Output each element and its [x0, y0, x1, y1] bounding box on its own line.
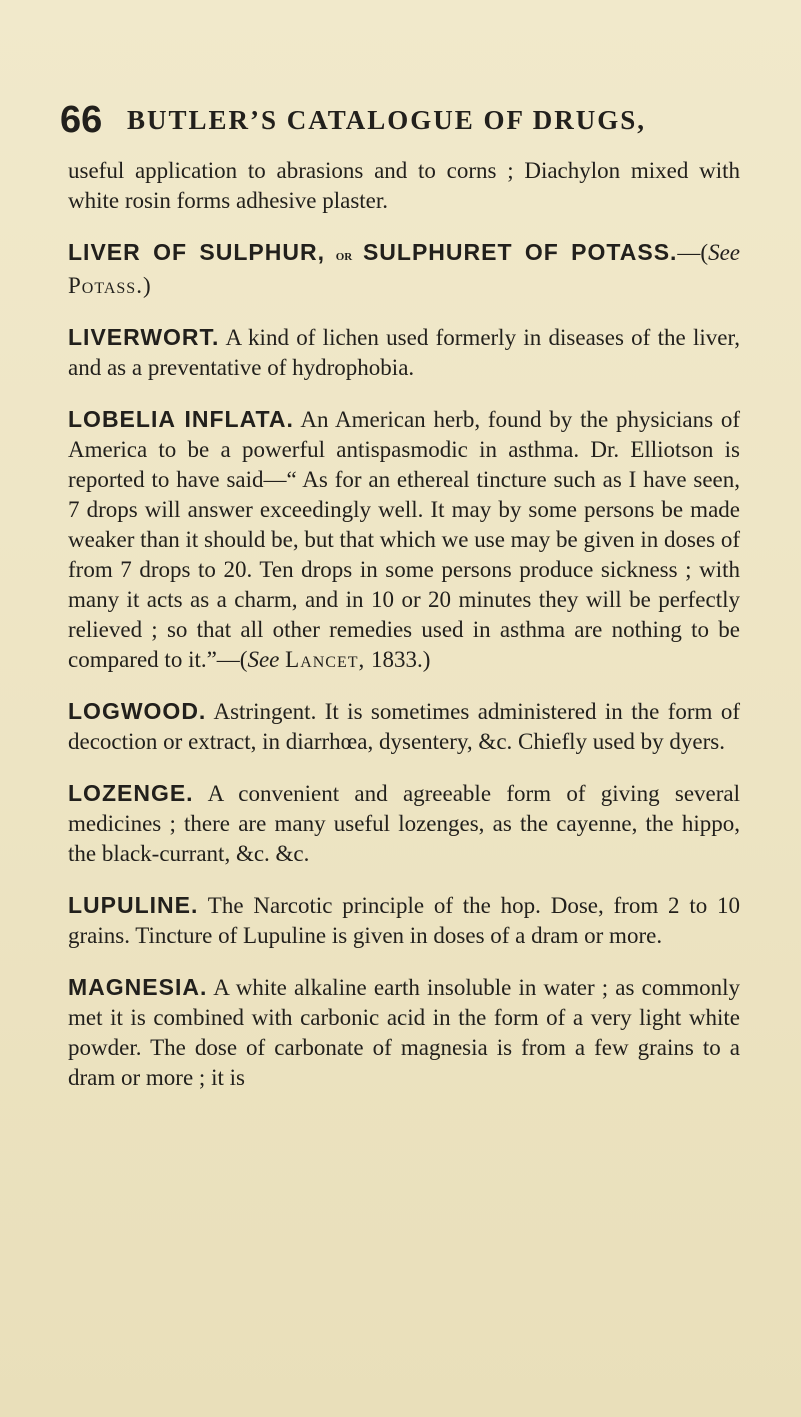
entry-heading: LUPULINE. [68, 892, 199, 918]
entry-text: Astringent. It is sometimes administered in the form of decoction or extract, in diarrhœa, dysentery, &c. Chiefly used by dyers. [68, 699, 740, 754]
continuation-paragraph: useful application to abrasions and to corns ; Diachylon mixed with white rosin forms adhesive plaster. [68, 158, 740, 213]
entry-heading: LOGWOOD. [68, 698, 207, 724]
cross-reference: Lancet, [285, 647, 366, 672]
entry-text: A convenient and agreeable form of giving several medicines ; there are many useful lozenges, as the cayenne, the hippo, the black-currant, &c. &c. [68, 781, 740, 866]
entry-lozenge [68, 778, 740, 869]
running-title: BUTLER’S CATALOGUE OF DRUGS, [127, 105, 647, 135]
entry-heading: LOBELIA INFLATA. [68, 406, 294, 432]
page-header [60, 96, 760, 144]
entry-text: —( [677, 240, 709, 265]
entry-liverwort [68, 322, 740, 383]
entry-heading: SULPHURET OF POTASS. [362, 239, 678, 265]
entry-text: An American herb, found by the physicians of America to be a powerful antispasmodic in asthma. Dr. Elliotson is reported to have said—“ As for an ethereal tincture such as I have seen, 7 drops will answer exceedingly well. It may by some persons be made weaker than it should be, but that which we use may be given in doses of from 7 drops to 20. Ten drops in some persons produce sickness ; with many it acts as a charm, and in 10 or 20 minutes they will be perfectly relieved ; so that all other remedies used in asthma are nothing to be compared to it.”—( [68, 407, 740, 672]
page-body [68, 156, 740, 1114]
see-reference: See [708, 240, 741, 265]
page-number: 66 [60, 99, 103, 141]
entry-text: 1833.) [365, 647, 431, 672]
cross-reference: Potass. [68, 273, 143, 298]
entry-magnesia [68, 972, 740, 1093]
entry-heading-connector: or [335, 248, 353, 264]
entry-text: ) [142, 273, 151, 298]
entry-logwood [68, 696, 740, 757]
entry-liver-of-sulphur [68, 237, 740, 301]
entry-heading: LOZENGE. [68, 780, 194, 806]
entry-heading: LIVERWORT. [68, 324, 220, 350]
entry-heading: MAGNESIA. [68, 974, 208, 1000]
entry-lobelia-inflata [68, 404, 740, 675]
entry-heading: LIVER OF SULPHUR, [68, 239, 325, 265]
entry-text: A kind of lichen used formerly in diseases of the liver, and as a preventative of hydrophobia. [68, 325, 740, 380]
entry-text: The Narcotic principle of the hop. Dose, from 2 to 10 grains. Tincture of Lupuline is given in doses of a dram or more. [68, 893, 740, 948]
entry-lupuline [68, 890, 740, 951]
see-reference: See [247, 647, 280, 672]
entry-text: A white alkaline earth insoluble in water ; as commonly met it is combined with carbonic acid in the form of a very light white powder. The dose of carbonate of magnesia is from a few grains to a dram or more ; it is [68, 975, 740, 1090]
